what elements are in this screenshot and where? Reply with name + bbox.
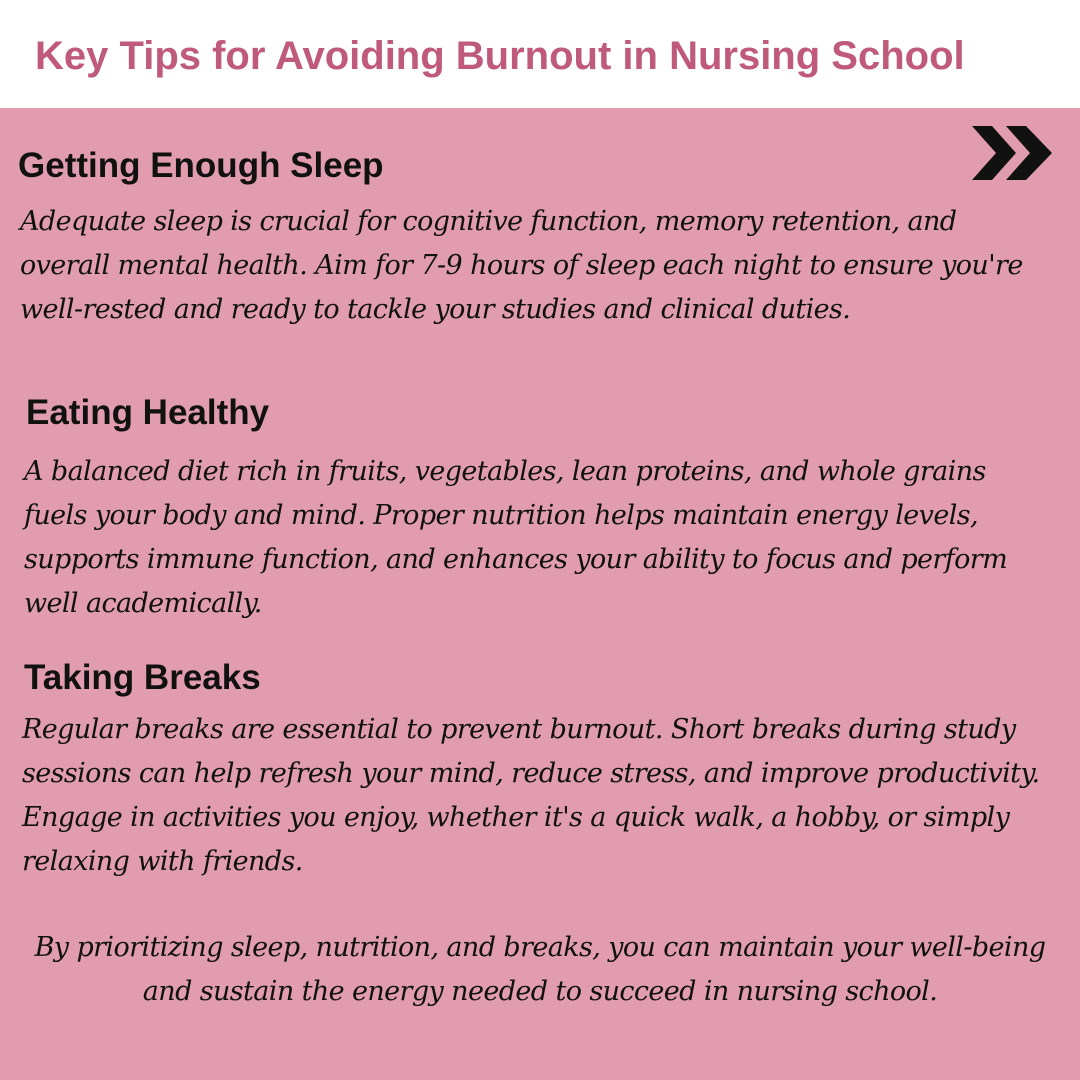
section-heading-breaks: Taking Breaks bbox=[24, 658, 261, 697]
section-heading-sleep: Getting Enough Sleep bbox=[18, 146, 384, 185]
page-title: Key Tips for Avoiding Burnout in Nursing School bbox=[35, 34, 965, 78]
header-bar bbox=[0, 0, 1080, 108]
closing-summary: By prioritizing sleep, nutrition, and breaks, you can maintain your well-being and sustain the energy needed to succeed in nursing school. bbox=[34, 932, 1046, 1007]
section-body-sleep: Adequate sleep is crucial for cognitive function, memory retention, and overall mental health. Aim for 7-9 hours of sleep each night to ensure you're well-rested and ready to tackle your studies and clinical duties. bbox=[20, 206, 1023, 325]
section-heading-eating: Eating Healthy bbox=[26, 393, 270, 432]
section-body-eating: A balanced diet rich in fruits, vegetables, lean proteins, and whole grains fuels your body and mind. Proper nutrition helps maintain energy levels, supports immune function, and enhances your ability to focus and perform well academically. bbox=[24, 456, 1008, 619]
double-chevron-right-icon[interactable] bbox=[968, 122, 1058, 184]
section-body-breaks: Regular breaks are essential to prevent burnout. Short breaks during study sessions can help refresh your mind, reduce stress, and improve productivity. Engage in activities you enjoy, whether it's a quick walk, a hobby, or simply relaxing with friends. bbox=[22, 714, 1040, 877]
